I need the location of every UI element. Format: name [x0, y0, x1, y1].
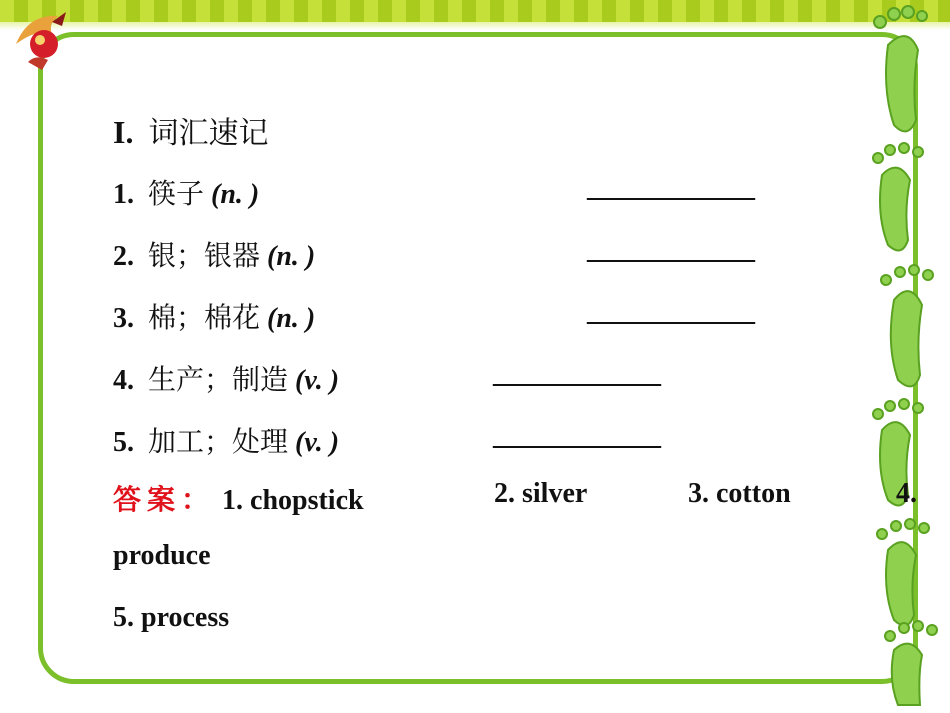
- top-stripe-banner: [0, 0, 950, 22]
- answer-4-number: 4.: [896, 478, 917, 509]
- item-number: 1.: [113, 179, 134, 210]
- vocab-item-1: [113, 172, 259, 212]
- item-pos: (n. ): [267, 303, 316, 334]
- item-number: 5.: [113, 427, 134, 458]
- item-number: 3.: [113, 303, 134, 334]
- answer-3: 3. cotton: [688, 478, 791, 509]
- item-chinese: 生产；制造: [148, 363, 289, 396]
- vocab-item-3: [113, 296, 315, 336]
- item-chinese: 棉；棉花: [148, 301, 261, 334]
- vocab-item-4: [113, 358, 339, 398]
- answer-4-word: produce: [113, 540, 211, 571]
- section-number: I.: [113, 114, 134, 150]
- answer-blank-5: ____________: [493, 420, 661, 451]
- vocab-item-5: [113, 420, 339, 460]
- vocab-item-2: [113, 234, 315, 274]
- answer-blank-1: ____________: [587, 172, 755, 203]
- item-chinese: 筷子: [148, 177, 205, 210]
- answer-1: 1. chopstick: [222, 485, 364, 516]
- item-pos: (v. ): [295, 365, 340, 396]
- section-title: 词汇速记: [148, 116, 269, 151]
- answer-5: 5. process: [113, 602, 230, 633]
- item-pos: (v. ): [295, 427, 340, 458]
- lantern-logo-icon: [8, 4, 72, 74]
- answer-line: [113, 478, 364, 518]
- item-chinese: 加工；处理: [148, 425, 289, 458]
- footprints-decoration-icon: [868, 0, 950, 713]
- answer-2: 2. silver: [494, 478, 588, 509]
- section-heading: [113, 108, 268, 152]
- answer-blank-3: ____________: [587, 296, 755, 327]
- item-number: 4.: [113, 365, 134, 396]
- item-number: 2.: [113, 241, 134, 272]
- item-chinese: 银；银器: [148, 239, 261, 272]
- answer-blank-4: ____________: [493, 358, 661, 389]
- answer-blank-2: ____________: [587, 234, 755, 265]
- item-pos: (n. ): [267, 241, 316, 272]
- answer-label: 答案：: [113, 483, 216, 516]
- item-pos: (n. ): [211, 179, 260, 210]
